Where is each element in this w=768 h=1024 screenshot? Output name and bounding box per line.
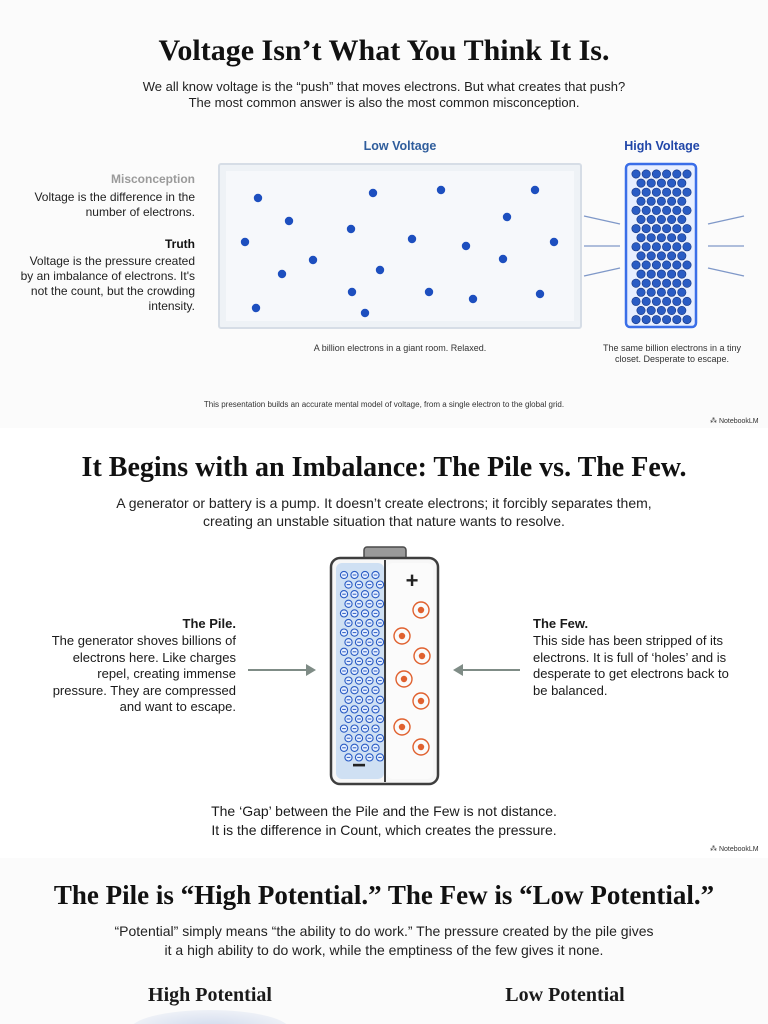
electron-dot bbox=[637, 179, 645, 187]
slide2-title: It Begins with an Imbalance: The Pile vs. The Few. bbox=[81, 452, 687, 483]
negative-electron-icon bbox=[372, 687, 379, 694]
electron-dot bbox=[652, 261, 660, 269]
negative-electron-icon bbox=[361, 706, 368, 713]
electron-dot bbox=[642, 206, 650, 214]
electron-dot bbox=[657, 252, 665, 260]
negative-electron-icon bbox=[345, 696, 352, 703]
negative-electron-icon bbox=[376, 639, 383, 646]
electron-dot bbox=[657, 288, 665, 296]
negative-electron-icon bbox=[355, 619, 362, 626]
electron-dot bbox=[673, 188, 681, 196]
electron-dot bbox=[667, 306, 675, 314]
electron-dot bbox=[642, 279, 650, 287]
negative-electron-icon bbox=[366, 639, 373, 646]
negative-electron-icon bbox=[361, 725, 368, 732]
electron-dot bbox=[667, 179, 675, 187]
negative-electron-icon bbox=[340, 648, 347, 655]
negative-electron-icon bbox=[366, 677, 373, 684]
electron-dot bbox=[678, 270, 686, 278]
negative-electron-icon bbox=[340, 610, 347, 617]
negative-electron-icon bbox=[372, 744, 379, 751]
negative-electron-icon bbox=[376, 600, 383, 607]
negative-electron-icon bbox=[361, 610, 368, 617]
negative-electron-icon bbox=[372, 591, 379, 598]
electron-dot bbox=[673, 206, 681, 214]
negative-electron-icon bbox=[361, 667, 368, 674]
high-voltage-label: High Voltage bbox=[624, 139, 700, 153]
electron-dot bbox=[652, 206, 660, 214]
negative-electron-icon bbox=[372, 706, 379, 713]
electron-dot bbox=[678, 288, 686, 296]
electron-dot bbox=[632, 315, 640, 323]
low-voltage-label: Low Voltage bbox=[363, 139, 437, 153]
negative-electron-icon bbox=[366, 658, 373, 665]
negative-electron-icon bbox=[376, 754, 383, 761]
electron-dot bbox=[662, 315, 670, 323]
negative-electron-icon bbox=[361, 648, 368, 655]
electron-dot bbox=[678, 252, 686, 260]
negative-electron-icon bbox=[351, 687, 358, 694]
electron-dot bbox=[683, 297, 691, 305]
negative-electron-icon bbox=[345, 600, 352, 607]
truth-text: Voltage is the pressure created by an imbalance of electrons. It's not the count, but the crowding intensity. bbox=[20, 254, 195, 313]
negative-electron-icon bbox=[355, 639, 362, 646]
slide-imbalance bbox=[0, 430, 768, 856]
negative-electron-icon bbox=[372, 629, 379, 636]
electron-dot bbox=[683, 224, 691, 232]
truth-heading: Truth bbox=[165, 237, 195, 251]
electron-dot bbox=[647, 252, 655, 260]
negative-electron-icon bbox=[366, 754, 373, 761]
notebooklm-icon: ⁂ bbox=[710, 418, 717, 425]
positive-side bbox=[387, 563, 433, 779]
electron-dot bbox=[657, 306, 665, 314]
minus-sign: − bbox=[351, 752, 367, 779]
electron-dot bbox=[642, 297, 650, 305]
negative-electron-icon bbox=[340, 591, 347, 598]
brand-text: NotebookLM bbox=[718, 846, 759, 853]
gap-line2: It is the difference in Count, which creates the pressure. bbox=[211, 822, 557, 838]
electron-dot bbox=[657, 234, 665, 242]
negative-electron-icon bbox=[345, 677, 352, 684]
electron-dot bbox=[678, 306, 686, 314]
electron-dot bbox=[632, 261, 640, 269]
electron-dot bbox=[647, 215, 655, 223]
negative-electron-icon bbox=[372, 648, 379, 655]
negative-electron-icon bbox=[366, 715, 373, 722]
negative-electron-icon bbox=[376, 696, 383, 703]
electron-dot bbox=[632, 188, 640, 196]
negative-electron-icon bbox=[355, 677, 362, 684]
electron-dot bbox=[662, 243, 670, 251]
pressure-arrow-icon bbox=[584, 216, 620, 224]
electron-dot bbox=[667, 215, 675, 223]
electron-dot bbox=[683, 170, 691, 178]
electron-dot bbox=[637, 270, 645, 278]
notebooklm-icon: ⁂ bbox=[710, 846, 717, 853]
negative-electron-icon bbox=[351, 591, 358, 598]
negative-electron-icon bbox=[351, 667, 358, 674]
pile-text: The generator shoves billions of electrons here. Like charges repel, creating immense pressure. They are compressed and want to escape. bbox=[51, 633, 236, 714]
negative-electron-icon bbox=[345, 581, 352, 588]
electron-dot bbox=[673, 224, 681, 232]
electron-dot bbox=[642, 315, 650, 323]
negative-electron-icon bbox=[376, 735, 383, 742]
negative-electron-icon bbox=[340, 687, 347, 694]
electron-dot bbox=[637, 234, 645, 242]
electron-dot bbox=[678, 179, 686, 187]
electron-dot bbox=[678, 215, 686, 223]
electron-dot bbox=[667, 288, 675, 296]
negative-electron-icon bbox=[355, 581, 362, 588]
brand-text: NotebookLM bbox=[718, 418, 759, 425]
negative-electron-icon bbox=[376, 581, 383, 588]
negative-electron-icon bbox=[351, 648, 358, 655]
electron-dot bbox=[642, 170, 650, 178]
electron-dot bbox=[652, 297, 660, 305]
electron-dot bbox=[642, 261, 650, 269]
high-voltage-caption: The same billion electrons in a tiny closet. Desperate to escape. bbox=[602, 343, 742, 364]
electron-dot bbox=[662, 188, 670, 196]
slide2-subtitle-line2: creating an unstable situation that nature wants to resolve. bbox=[203, 513, 565, 529]
negative-electron-icon bbox=[366, 696, 373, 703]
slide3-subtitle-line1: “Potential” simply means “the ability to do work.” The pressure created by the pile gives bbox=[114, 923, 654, 939]
electron-dot bbox=[632, 206, 640, 214]
electron-dot bbox=[662, 261, 670, 269]
electron-dot bbox=[662, 224, 670, 232]
electron-dot bbox=[632, 224, 640, 232]
electron-dot bbox=[652, 243, 660, 251]
electron-dot bbox=[673, 170, 681, 178]
electron-dot bbox=[642, 188, 650, 196]
slide-voltage-misconception bbox=[0, 0, 768, 428]
electron-dot bbox=[683, 188, 691, 196]
negative-electron-icon bbox=[366, 581, 373, 588]
negative-electron-icon bbox=[376, 715, 383, 722]
pile-heading: The Pile. bbox=[182, 616, 236, 631]
slide3-subtitle-line2: it a high ability to do work, while the emptiness of the few gives it none. bbox=[164, 942, 604, 958]
low-voltage-caption: A billion electrons in a giant room. Relaxed. bbox=[313, 343, 487, 353]
slide-potential bbox=[0, 858, 768, 1024]
negative-electron-icon bbox=[345, 735, 352, 742]
battery-diagram bbox=[0, 430, 768, 856]
slide2-subtitle-line1: A generator or battery is a pump. It doesn’t create electrons; it forcibly separates them, bbox=[116, 495, 652, 511]
electron-dot bbox=[637, 252, 645, 260]
electron-dot bbox=[673, 261, 681, 269]
electron-dot bbox=[657, 197, 665, 205]
electron-dot bbox=[647, 234, 655, 242]
negative-electron-icon bbox=[372, 667, 379, 674]
electron-dot bbox=[667, 197, 675, 205]
electron-dot bbox=[647, 288, 655, 296]
arrow-left-icon bbox=[453, 664, 520, 676]
negative-electron-icon bbox=[376, 677, 383, 684]
low-potential-label: Low Potential bbox=[505, 984, 625, 1006]
high-potential-label: High Potential bbox=[148, 984, 272, 1006]
electron-dot bbox=[678, 197, 686, 205]
electron-dot bbox=[683, 206, 691, 214]
negative-electron-icon bbox=[340, 706, 347, 713]
negative-electron-icon bbox=[351, 629, 358, 636]
negative-electron-icon bbox=[372, 571, 379, 578]
electron-dot bbox=[637, 306, 645, 314]
negative-electron-icon bbox=[351, 744, 358, 751]
slide1-title: Voltage Isn’t What You Think It Is. bbox=[158, 34, 610, 67]
negative-electron-icon bbox=[340, 744, 347, 751]
electron-dot bbox=[647, 306, 655, 314]
slide1-footer: This presentation builds an accurate mental model of voltage, from a single electron to the global grid. bbox=[203, 400, 565, 409]
negative-electron-icon bbox=[355, 658, 362, 665]
negative-electron-icon bbox=[340, 667, 347, 674]
negative-electron-icon bbox=[351, 571, 358, 578]
negative-electron-icon bbox=[340, 571, 347, 578]
negative-electron-icon bbox=[345, 639, 352, 646]
negative-electron-icon bbox=[345, 658, 352, 665]
electron-dot bbox=[673, 243, 681, 251]
electron-dot bbox=[678, 234, 686, 242]
negative-electron-icon bbox=[340, 629, 347, 636]
electron-dot bbox=[652, 188, 660, 196]
negative-electron-icon bbox=[366, 735, 373, 742]
negative-electron-icon bbox=[376, 658, 383, 665]
negative-electron-icon bbox=[366, 619, 373, 626]
electron-dot bbox=[662, 206, 670, 214]
electron-dot bbox=[637, 197, 645, 205]
electron-dot bbox=[673, 279, 681, 287]
electron-dot bbox=[647, 179, 655, 187]
arrow-right-icon bbox=[248, 664, 316, 676]
pressure-arrow-icon bbox=[708, 268, 744, 276]
misconception-text: Voltage is the difference in the number of electrons. bbox=[34, 190, 195, 219]
misconception-heading: Misconception bbox=[110, 172, 195, 186]
electron-dot bbox=[657, 215, 665, 223]
high-potential-glow bbox=[130, 1010, 290, 1024]
electron-dot bbox=[667, 270, 675, 278]
electron-dot bbox=[647, 270, 655, 278]
gap-line1: The ‘Gap’ between the Pile and the Few is not distance. bbox=[211, 803, 557, 819]
electron-dot bbox=[652, 279, 660, 287]
electron-dot bbox=[652, 224, 660, 232]
negative-electron-icon bbox=[361, 591, 368, 598]
electron-dot bbox=[637, 215, 645, 223]
electron-dot bbox=[673, 297, 681, 305]
slide3-subtitle bbox=[0, 922, 768, 960]
negative-electron-icon bbox=[355, 715, 362, 722]
negative-electron-icon bbox=[340, 725, 347, 732]
slide1-subtitle-line1: We all know voltage is the “push” that moves electrons. But what creates that push? bbox=[142, 79, 626, 94]
negative-electron-icon bbox=[361, 687, 368, 694]
electron-dot bbox=[683, 243, 691, 251]
negative-electron-icon bbox=[345, 619, 352, 626]
electron-dot bbox=[673, 315, 681, 323]
few-heading: The Few. bbox=[533, 616, 589, 631]
slide3-title: The Pile is “High Potential.” The Few is “Low Potential.” bbox=[53, 880, 715, 910]
electron-dot bbox=[652, 170, 660, 178]
electron-dot bbox=[683, 279, 691, 287]
negative-electron-icon bbox=[372, 610, 379, 617]
gap-explanation bbox=[0, 802, 768, 840]
negative-electron-icon bbox=[351, 610, 358, 617]
negative-electron-icon bbox=[361, 629, 368, 636]
negative-electron-icon bbox=[345, 715, 352, 722]
electron-dot bbox=[683, 261, 691, 269]
electron-dot bbox=[632, 170, 640, 178]
electron-dot bbox=[662, 297, 670, 305]
negative-electron-icon bbox=[376, 619, 383, 626]
negative-electron-icon bbox=[361, 744, 368, 751]
negative-electron-icon bbox=[366, 600, 373, 607]
electron-dot bbox=[657, 179, 665, 187]
electron-dot bbox=[683, 315, 691, 323]
negative-electron-icon bbox=[355, 735, 362, 742]
negative-electron-icon bbox=[361, 571, 368, 578]
electron-dot bbox=[667, 252, 675, 260]
electron-dot bbox=[632, 279, 640, 287]
slide1-subtitle-line2: The most common answer is also the most common misconception. bbox=[188, 95, 580, 110]
negative-electron-icon bbox=[355, 600, 362, 607]
pressure-arrow-icon bbox=[708, 216, 744, 224]
electron-dot bbox=[667, 234, 675, 242]
negative-electron-icon bbox=[372, 725, 379, 732]
brand-label bbox=[710, 417, 759, 425]
electron-dot bbox=[642, 243, 650, 251]
brand-label bbox=[710, 845, 759, 853]
negative-electron-icon bbox=[351, 725, 358, 732]
negative-electron-icon bbox=[355, 696, 362, 703]
electron-dot bbox=[632, 297, 640, 305]
electron-dot bbox=[632, 243, 640, 251]
negative-electron-icon bbox=[351, 706, 358, 713]
electron-dot bbox=[637, 288, 645, 296]
electron-dot bbox=[662, 279, 670, 287]
electron-dot bbox=[662, 170, 670, 178]
few-text: This side has been stripped of its electrons. It is full of ‘holes’ and is desperate to get electrons back to be balanced. bbox=[533, 633, 729, 698]
electron-dot bbox=[642, 224, 650, 232]
electron-dot bbox=[652, 315, 660, 323]
electron-dot bbox=[657, 270, 665, 278]
pressure-arrow-icon bbox=[584, 268, 620, 276]
plus-sign: + bbox=[405, 568, 419, 593]
electron-dot bbox=[647, 197, 655, 205]
